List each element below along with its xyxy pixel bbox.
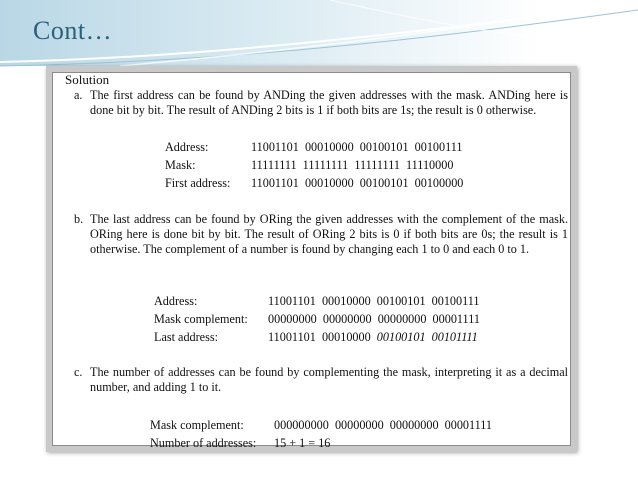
part-c-marker: c. xyxy=(74,365,83,379)
row-value: 15 + 1 = 16 xyxy=(274,436,331,450)
row-value: 000000000 00000000 00000000 00001111 xyxy=(274,418,493,432)
part-a-marker: a. xyxy=(74,88,83,102)
row-label: First address: xyxy=(165,176,231,190)
row-label: Mask complement: xyxy=(150,418,244,432)
row-value-italic: 00100101 00101111 xyxy=(376,330,478,344)
row-value: 11001101 00010000 00100101 00100000 xyxy=(251,176,464,190)
row-value: 11001101 00010000 00100101 00100111 xyxy=(251,140,463,154)
row-value: 11111111 11111111 11111111 11110000 xyxy=(251,158,454,172)
row-label: Number of addresses: xyxy=(150,436,257,450)
part-b-marker: b. xyxy=(74,212,84,226)
part-b-text: The last address can be found by ORing the given addresses with the complement of the mask. ORing here is done bit by bit. The result of ORing 2 bits is 0 if both bits are 0s; the result is 1 otherwise. The complement of a number is found by changing each 1 to 0 and each 0 to 1. xyxy=(90,212,568,256)
row-value: 00000000 00000000 00000000 00001111 xyxy=(268,312,480,326)
solution-panel xyxy=(46,66,577,452)
slide-title: Cont… xyxy=(33,16,113,45)
row-value xyxy=(268,330,478,345)
part-a-text: The first address can be found by ANDing the given addresses with the mask. ANDing here is done bit by bit. The result of ANDing 2 bits is 1 if both bits are 1s; the result is 0 otherwise. xyxy=(90,88,568,117)
row-value: 11001101 00010000 00100101 00100111 xyxy=(268,294,480,308)
row-label: Last address: xyxy=(154,330,218,344)
row-label: Address: xyxy=(165,140,209,154)
part-c-text: The number of addresses can be found by complementing the mask, interpreting it as a decimal number, and adding 1 to it. xyxy=(90,365,568,394)
row-label: Address: xyxy=(154,294,198,308)
row-value-plain: 11001101 00010000 xyxy=(268,330,371,344)
solution-heading: Solution xyxy=(65,72,110,87)
row-label: Mask complement: xyxy=(154,312,248,326)
row-label: Mask: xyxy=(165,158,196,172)
